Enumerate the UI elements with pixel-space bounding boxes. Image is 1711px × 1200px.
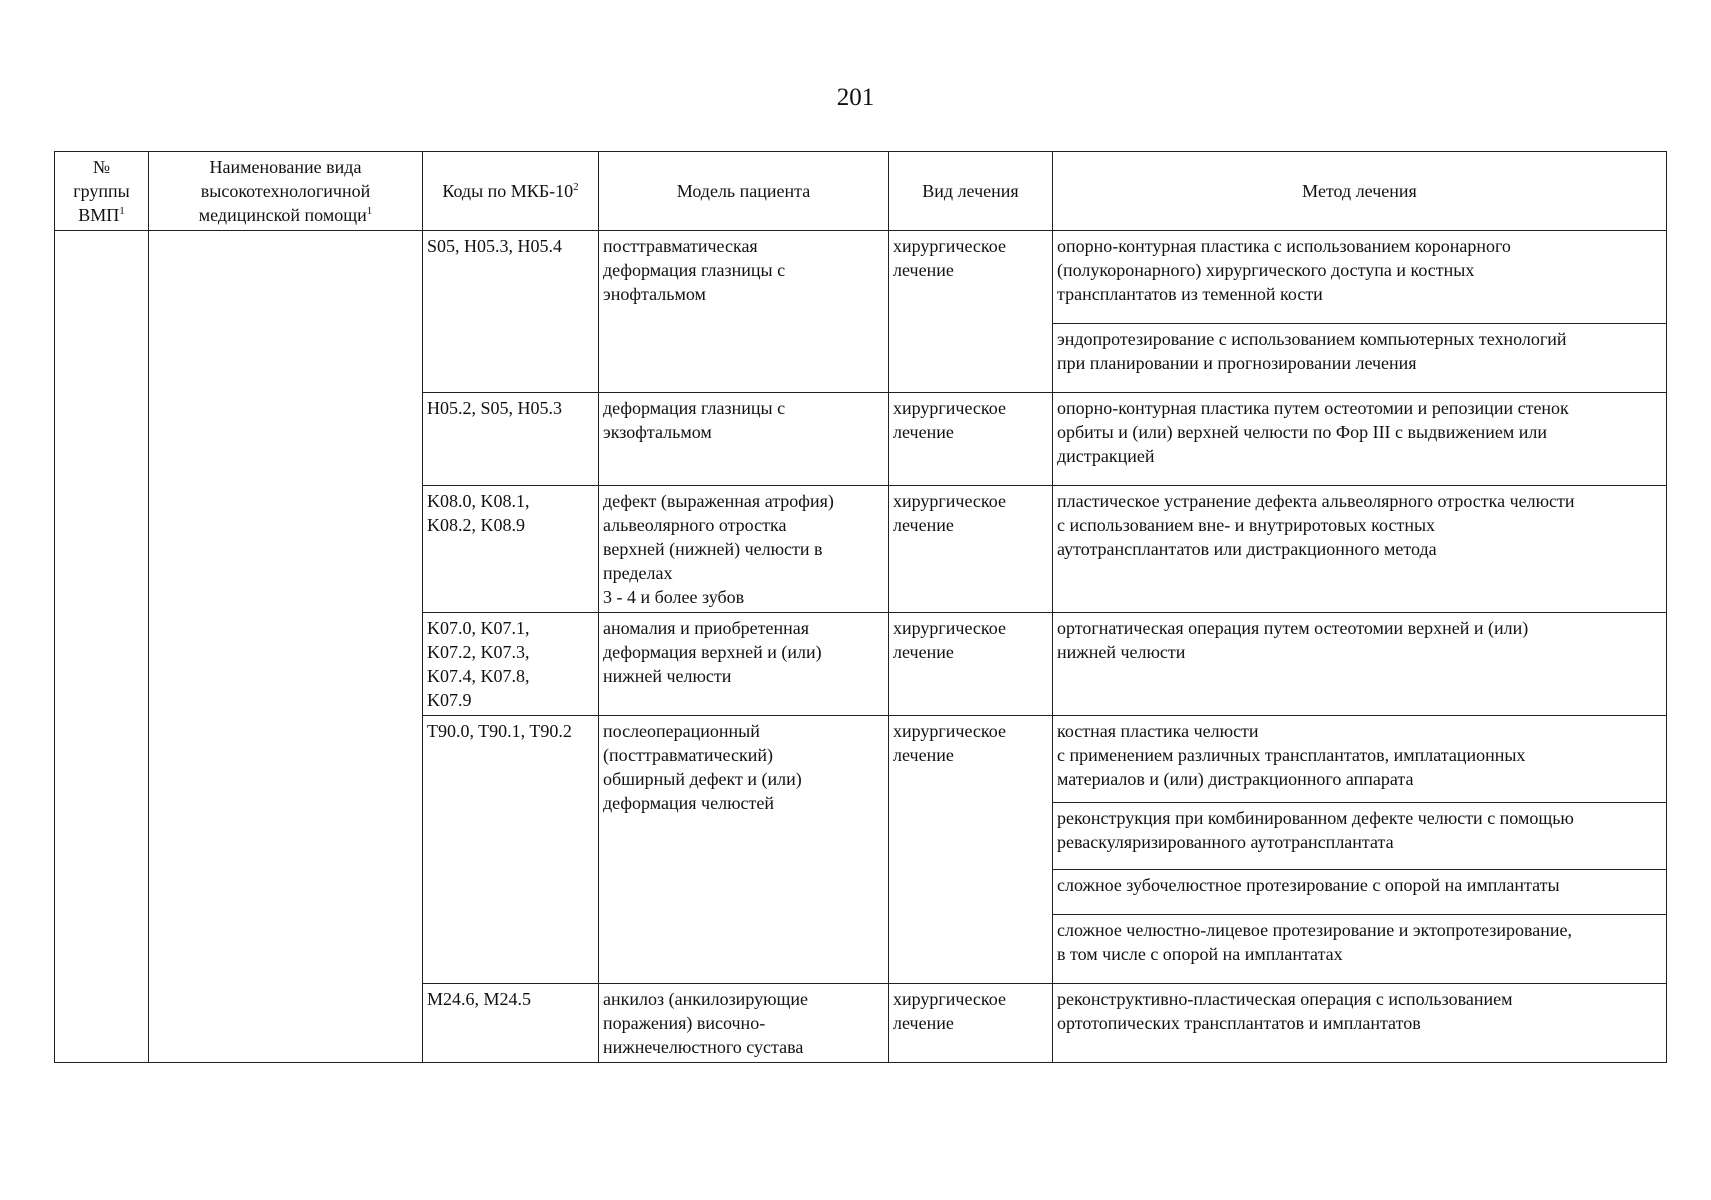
header-patient-model: Модель пациента	[599, 152, 889, 231]
page-number: 201	[836, 84, 875, 111]
treatment-method-cell: ортогнатическая операция путем остеотомии верхней и (или) нижней челюсти	[1053, 613, 1667, 716]
patient-model-cell: аномалия и приобретенная деформация верхней и (или) нижней челюсти	[599, 613, 889, 716]
treatment-method-cell: реконструкция при комбинированном дефекте челюсти с помощью реваскуляризированного аутотрансплантата	[1053, 803, 1667, 870]
treatment-method-cell: сложное зубочелюстное протезирование с опорой на имплантаты	[1053, 870, 1667, 915]
treatment-type-cell: хирургическое лечение	[889, 393, 1053, 486]
patient-model-cell: дефект (выраженная атрофия) альвеолярного отростка верхней (нижней) челюсти в пределах 3 - 4 и более зубов	[599, 486, 889, 613]
icd-codes-cell: K08.0, K08.1, K08.2, K08.9	[423, 486, 599, 613]
icd-codes-cell: K07.0, K07.1, K07.2, K07.3, K07.4, K07.8, K07.9	[423, 613, 599, 716]
patient-model-cell: деформация глазницы с экзофтальмом	[599, 393, 889, 486]
icd-codes-cell: H05.2, S05, H05.3	[423, 393, 599, 486]
header-vmp-name: Наименование вида высокотехнологичной медицинской помощи$^1$	[149, 152, 423, 231]
treatment-type-cell: хирургическое лечение	[889, 613, 1053, 716]
treatment-method-cell: реконструктивно-пластическая операция с использованием ортотопических трансплантатов и имплантатов	[1053, 984, 1667, 1063]
header-treatment-method: Метод лечения	[1053, 152, 1667, 231]
icd-codes-cell: T90.0, T90.1, T90.2	[423, 716, 599, 984]
header-group-number: № группы ВМП$^1$	[55, 152, 149, 231]
table-header-row	[55, 152, 1667, 231]
icd-codes-cell: S05, H05.3, H05.4	[423, 231, 599, 393]
treatment-method-cell: опорно-контурная пластика с использованием коронарного (полукоронарного) хирургического доступа и костных трансплантатов из теменной кости	[1053, 231, 1667, 324]
treatment-method-cell: сложное челюстно-лицевое протезирование и эктопротезирование, в том числе с опорой на имплантатах	[1053, 915, 1667, 984]
patient-model-cell: посттравматическая деформация глазницы с энофтальмом	[599, 231, 889, 393]
patient-model-cell: анкилоз (анкилозирующие поражения) височно- нижнечелюстного сустава	[599, 984, 889, 1063]
vmp-table	[54, 151, 1667, 1063]
treatment-type-cell: хирургическое лечение	[889, 231, 1053, 393]
vmp-name-cell	[149, 231, 423, 1063]
treatment-method-cell: опорно-контурная пластика путем остеотомии и репозиции стенок орбиты и (или) верхней челюсти по Фор III с выдвижением или дистракцией	[1053, 393, 1667, 486]
treatment-method-cell: пластическое устранение дефекта альвеолярного отростка челюсти с использованием вне- и внутриротовых костных аутотрансплантатов или дистракционного метода	[1053, 486, 1667, 613]
treatment-method-cell: эндопротезирование с использованием компьютерных технологий при планировании и прогнозировании лечения	[1053, 324, 1667, 393]
treatment-method-cell: костная пластика челюсти с применением различных трансплантатов, имплатационных материалов и (или) дистракционного аппарата	[1053, 716, 1667, 803]
treatment-type-cell: хирургическое лечение	[889, 716, 1053, 984]
treatment-type-cell: хирургическое лечение	[889, 984, 1053, 1063]
header-icd-codes: Коды по МКБ-$10^2$	[423, 152, 599, 231]
table-row	[55, 231, 1667, 324]
patient-model-cell: послеоперационный (посттравматический) обширный дефект и (или) деформация челюстей	[599, 716, 889, 984]
header-treatment-type: Вид лечения	[889, 152, 1053, 231]
group-number-cell	[55, 231, 149, 1063]
icd-codes-cell: M24.6, M24.5	[423, 984, 599, 1063]
treatment-type-cell: хирургическое лечение	[889, 486, 1053, 613]
